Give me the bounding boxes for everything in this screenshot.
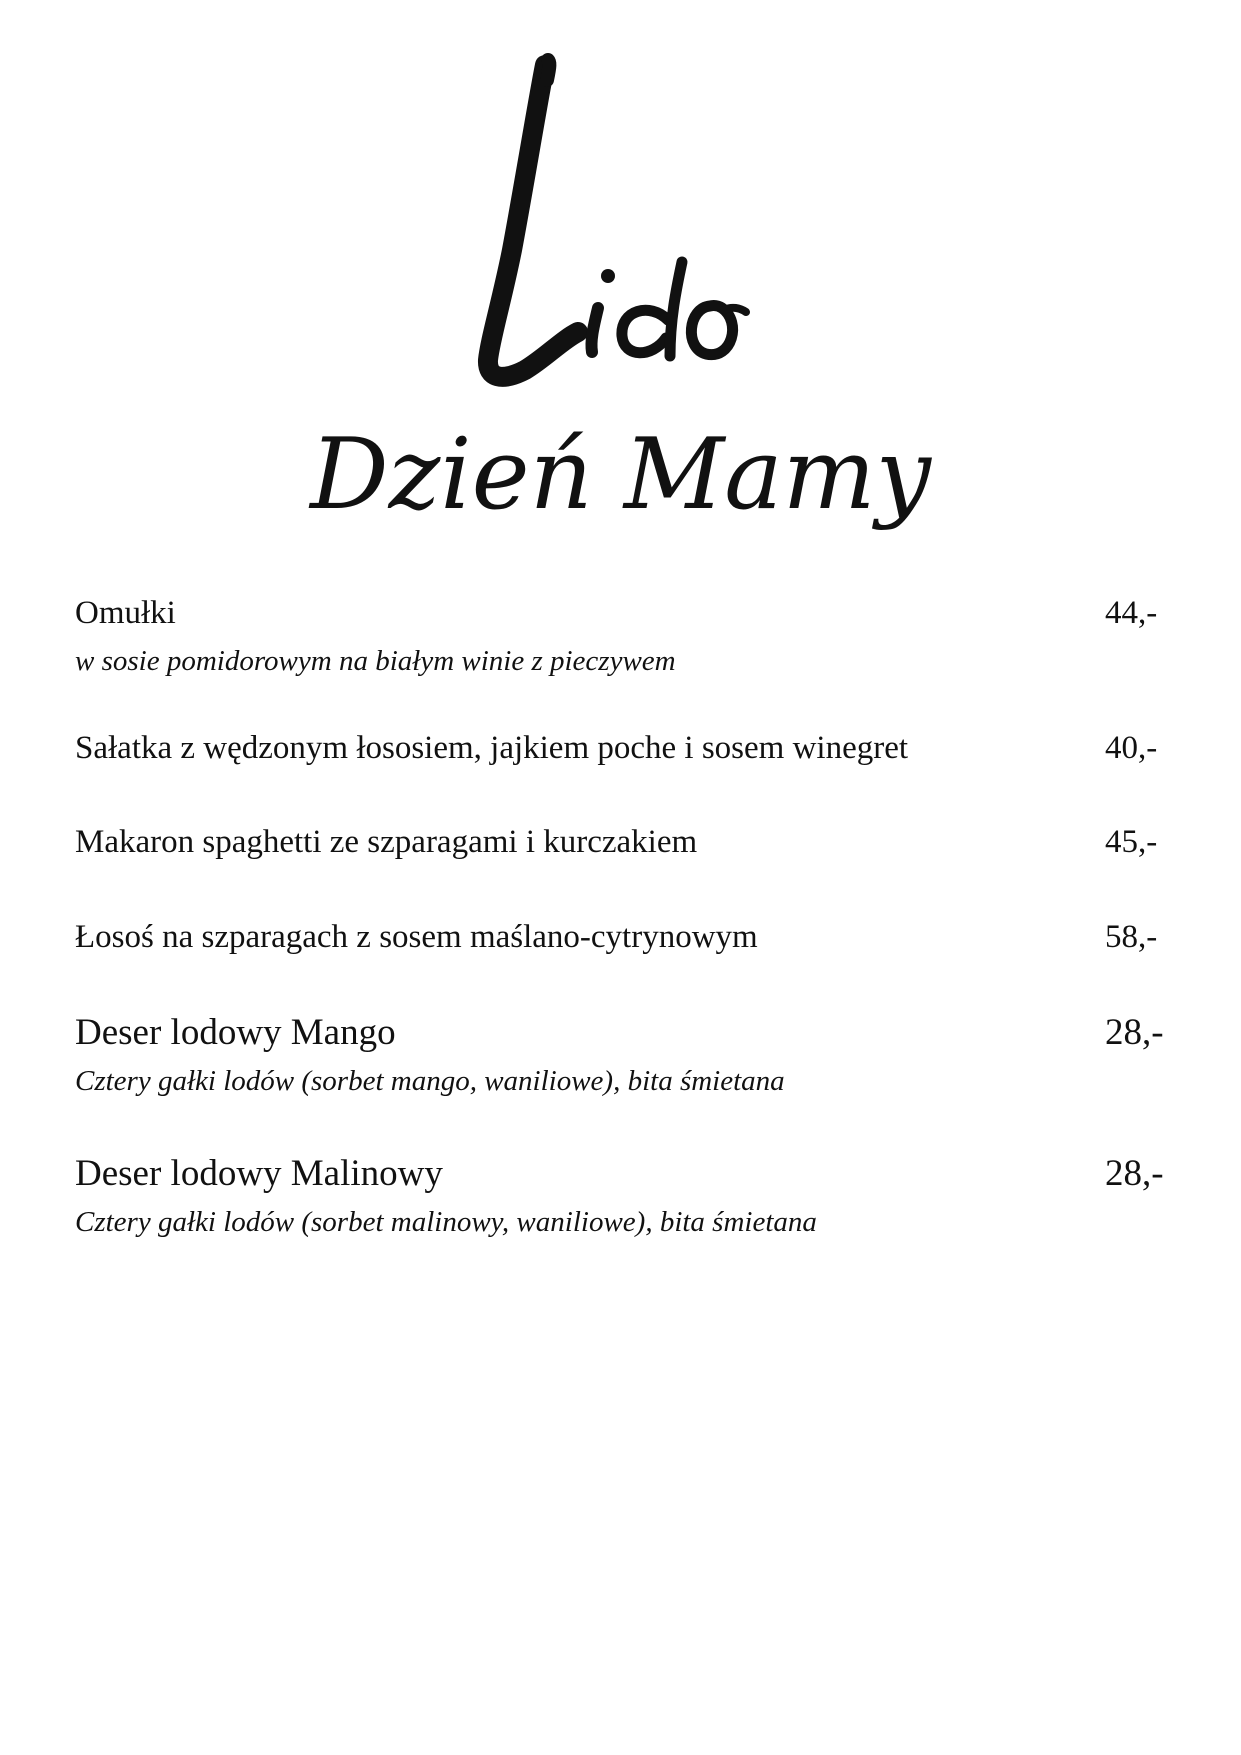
menu-item-price: 45,- [1105, 824, 1158, 860]
menu-item-price: 40,- [1105, 730, 1158, 766]
menu-item-price: 58,- [1105, 919, 1158, 955]
menu-item-price: 28,- [1105, 1153, 1164, 1194]
menu-item-name: Sałatka z wędzonym łososiem, jajkiem poche i sosem winegret [75, 730, 909, 766]
page-title: Dzień Mamy [310, 418, 931, 532]
menu-item-description: Cztery gałki lodów (sorbet malinowy, waniliowe), bita śmietana [75, 1206, 817, 1238]
menu-item-price: 28,- [1105, 1012, 1164, 1053]
menu-item-price: 44,- [1105, 595, 1158, 631]
menu-list [75, 0, 1175, 1755]
menu-item-name: Deser lodowy Mango [75, 1012, 396, 1053]
menu-item-description: w sosie pomidorowym na białym winie z pieczywem [75, 645, 676, 677]
menu-item-description: Cztery gałki lodów (sorbet mango, waniliowe), bita śmietana [75, 1065, 785, 1097]
menu-item-name: Łosoś na szparagach z sosem maślano-cytrynowym [75, 919, 758, 955]
menu-item-name: Makaron spaghetti ze szparagami i kurczakiem [75, 824, 698, 860]
menu-item-name: Omułki [75, 595, 176, 631]
menu-item-name: Deser lodowy Malinowy [75, 1153, 443, 1194]
